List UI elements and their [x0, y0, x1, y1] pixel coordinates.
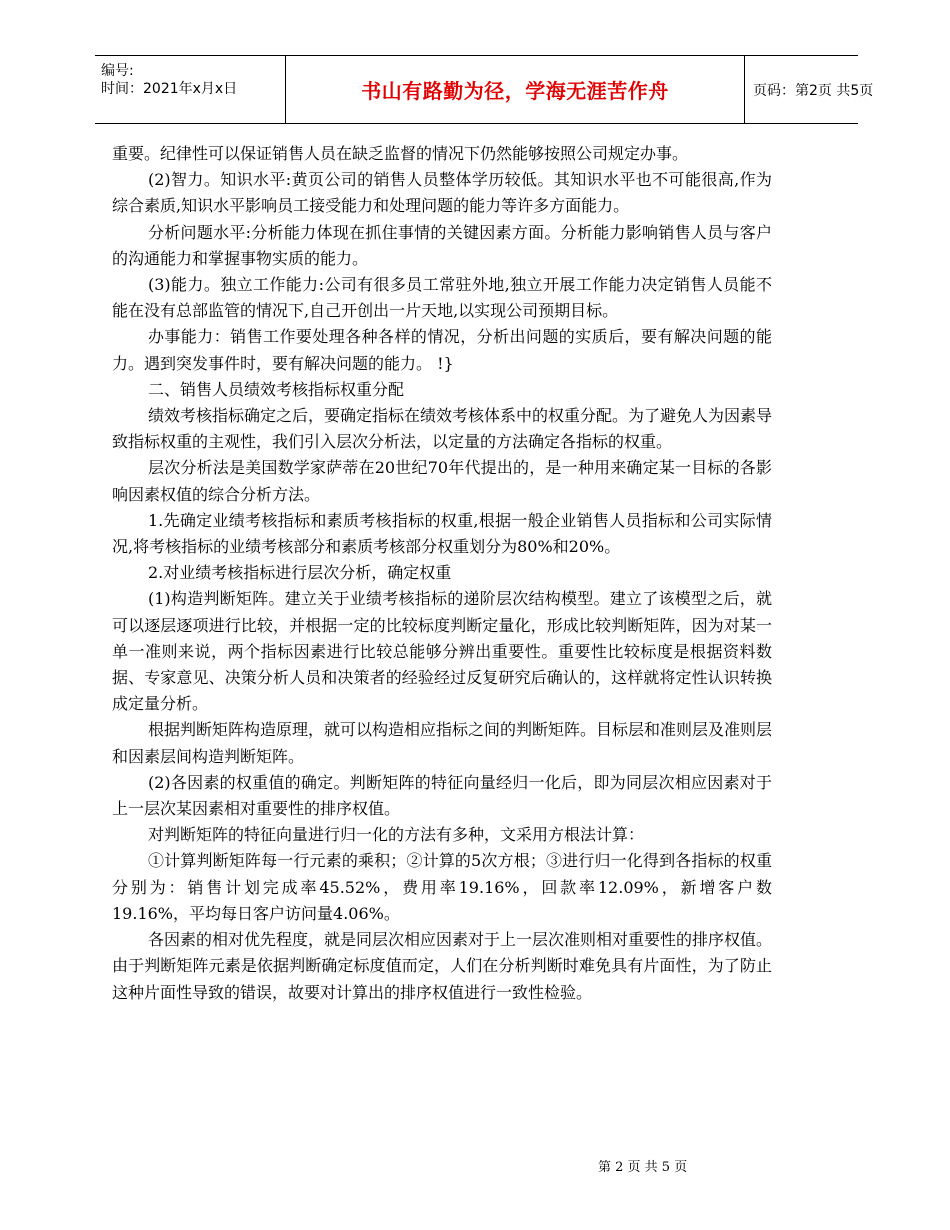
- section-heading: 二、销售人员绩效考核指标权重分配: [148, 379, 405, 399]
- header-motto: 书山有路勤为径，学海无涯苦作舟: [361, 79, 669, 103]
- paragraph: 对判断矩阵的特征向量进行归一化的方法有多种，文采用方根法计算：: [148, 825, 645, 845]
- header-info-cell: [95, 56, 285, 123]
- paragraph: (3)能力。独立工作能力:公司有很多员工常驻外地,独立开展工作能力决定销售人员能不能在没有总部监管的情况下,自己开创出一片天地,以实现公司预期目标。: [112, 275, 772, 321]
- page-footer: 第 2 页 共 5 页: [598, 1160, 688, 1175]
- paragraph: (2)智力。知识水平:黄页公司的销售人员整体学历较低。其知识水平也不可能很高,作为综合素质,知识水平影响员工接受能力和处理问题的能力等许多方面能力。: [112, 170, 772, 216]
- paragraph: 根据判断矩阵构造原理，就可以构造相应指标之间的判断矩阵。目标层和准则层及准则层和因素层间构造判断矩阵。: [112, 720, 773, 766]
- document-body: [112, 141, 772, 1006]
- header-page-code: 页码：第2页 共5页: [753, 82, 874, 99]
- paragraph: ①计算判断矩阵每一行元素的乘积；②计算的5次方根；③进行归一化得到各指标的权重分别为：销售计划完成率45.52%，费用率19.16%，回款率12.09%，新增客户数19.16%，平均每日客户访问量4.06%。: [112, 851, 772, 923]
- paragraph: 分析问题水平:分析能力体现在抓住事情的关键因素方面。分析能力影响销售人员与客户的沟通能力和掌握事物实质的能力。: [112, 222, 772, 268]
- paragraph: 各因素的相对优先程度，就是同层次相应因素对于上一层次准则相对重要性的排序权值。由于判断矩阵元素是依据判断确定标度值而定，人们在分析判断时难免具有片面性，为了防止这种片面性导致的错误，故要对计算出的排序权值进行一致性检验。: [112, 930, 773, 1002]
- paragraph: 1.先确定业绩考核指标和素质考核指标的权重,根据一般企业销售人员指标和公司实际情况,将考核指标的业绩考核部分和素质考核部分权重划分为80%和20%。: [112, 510, 772, 557]
- document-number-label: 编号:: [101, 63, 134, 79]
- paragraph: 重要。纪律性可以保证销售人员在缺乏监督的情况下仍然能够按照公司规定办事。: [112, 144, 689, 163]
- subsection-heading: 2.对业绩考核指标进行层次分析，确定权重: [148, 563, 452, 583]
- paragraph: 绩效考核指标确定之后，要确定指标在绩效考核体系中的权重分配。为了避免人为因素导致指标权重的主观性，我们引入层次分析法，以定量的方法确定各指标的权重。: [112, 406, 773, 452]
- paragraph: (1)构造判断矩阵。建立关于业绩考核指标的递阶层次结构模型。建立了该模型之后，就可以逐层逐项进行比较，并根据一定的比较标度判断定量化，形成比较判断矩阵，因为对某一单一准则来说，两个指标因素进行比较总能够分辨出重要性。重要性比较标度是根据资料数据、专家意见、决策分析人员和决策者的经验经过反复研究后确认的，这样就将定性认识转换成定量分析。: [112, 589, 772, 714]
- page-header: [95, 55, 874, 124]
- paragraph: 办事能力：销售工作要处理各种各样的情况，分析出问题的实质后，要有解决问题的能力。遇到突发事件时，要有解决问题的能力。 !}: [112, 327, 772, 373]
- document-time-label: 时间：2021年x月x日: [101, 81, 238, 97]
- header-page-cell: [745, 56, 874, 123]
- paragraph: 层次分析法是美国数学家萨蒂在20世纪70年代提出的，是一种用来确定某一目标的各影响因素权值的综合分析方法。: [112, 458, 772, 504]
- paragraph: (2)各因素的权重值的确定。判断矩阵的特征向量经归一化后，即为同层次相应因素对于上一层次某因素相对重要性的排序权值。: [112, 772, 772, 819]
- header-motto-cell: [285, 56, 745, 123]
